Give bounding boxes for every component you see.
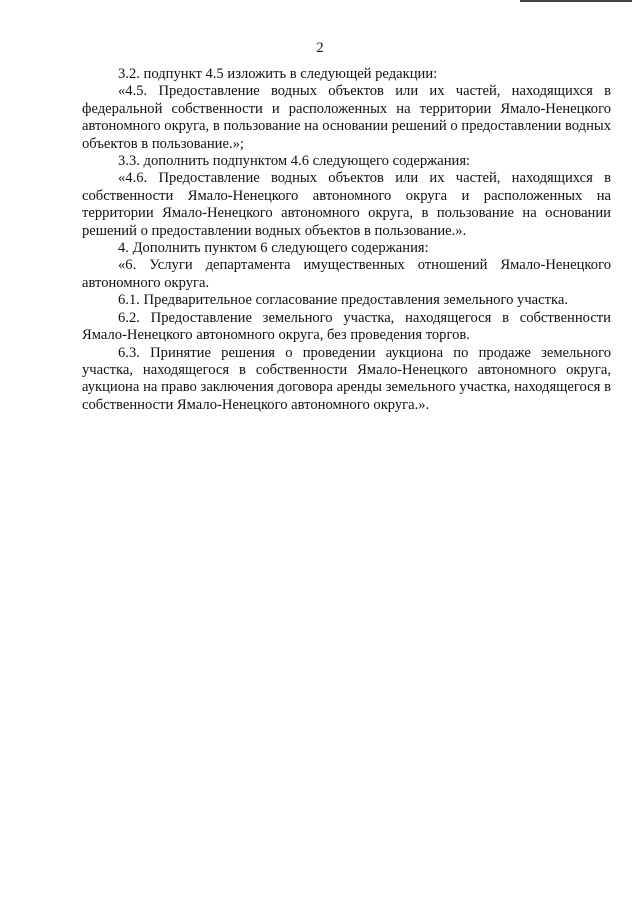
paragraph-6-2: 6.2. Предоставление земельного участка, находящегося в собственности Ямало-Ненецкого автономного округа, без проведения торгов. (82, 309, 611, 344)
paragraph-4-5-text: «4.5. Предоставление водных объектов или их частей, находящихся в федеральной собственности и расположенных на территории Ямало-Ненецкого автономного округа, в пользование на основании решений о предоставлении водных объектов в пользование.»; (82, 83, 611, 152)
paragraph-3-3: 3.3. дополнить подпунктом 4.6 следующего содержания: (118, 153, 471, 170)
top-edge-line (520, 0, 632, 2)
document-body (82, 66, 611, 414)
paragraph-6-3: 6.3. Принятие решения о проведении аукциона по продаже земельного участка, находящегося в собственности Ямало-Ненецкого автономного округа, аукциона на право заключения договора аренды земельного участка, находящегося в собственности Ямало-Ненецкого автономного округа.». (82, 344, 611, 413)
page-number: 2 (316, 40, 324, 56)
paragraph-3-2: 3.2. подпункт 4.5 изложить в следующей редакции: (118, 66, 438, 82)
paragraph-6-1: 6.1. Предварительное согласование предоставления земельного участка. (118, 292, 569, 309)
paragraph-4: 4. Дополнить пунктом 6 следующего содержания: (118, 240, 429, 257)
paragraph-4-6-text: «4.6. Предоставление водных объектов или их частей, находящихся в собственности Ямало-Ненецкого автономного округа и расположенных на территории Ямало-Ненецкого автономного округа, в пользование на основании решений о предоставлении водных объектов в пользование.». (82, 170, 611, 239)
paragraph-6: «6. Услуги департамента имущественных отношений Ямало-Ненецкого автономного округа. (82, 257, 611, 291)
